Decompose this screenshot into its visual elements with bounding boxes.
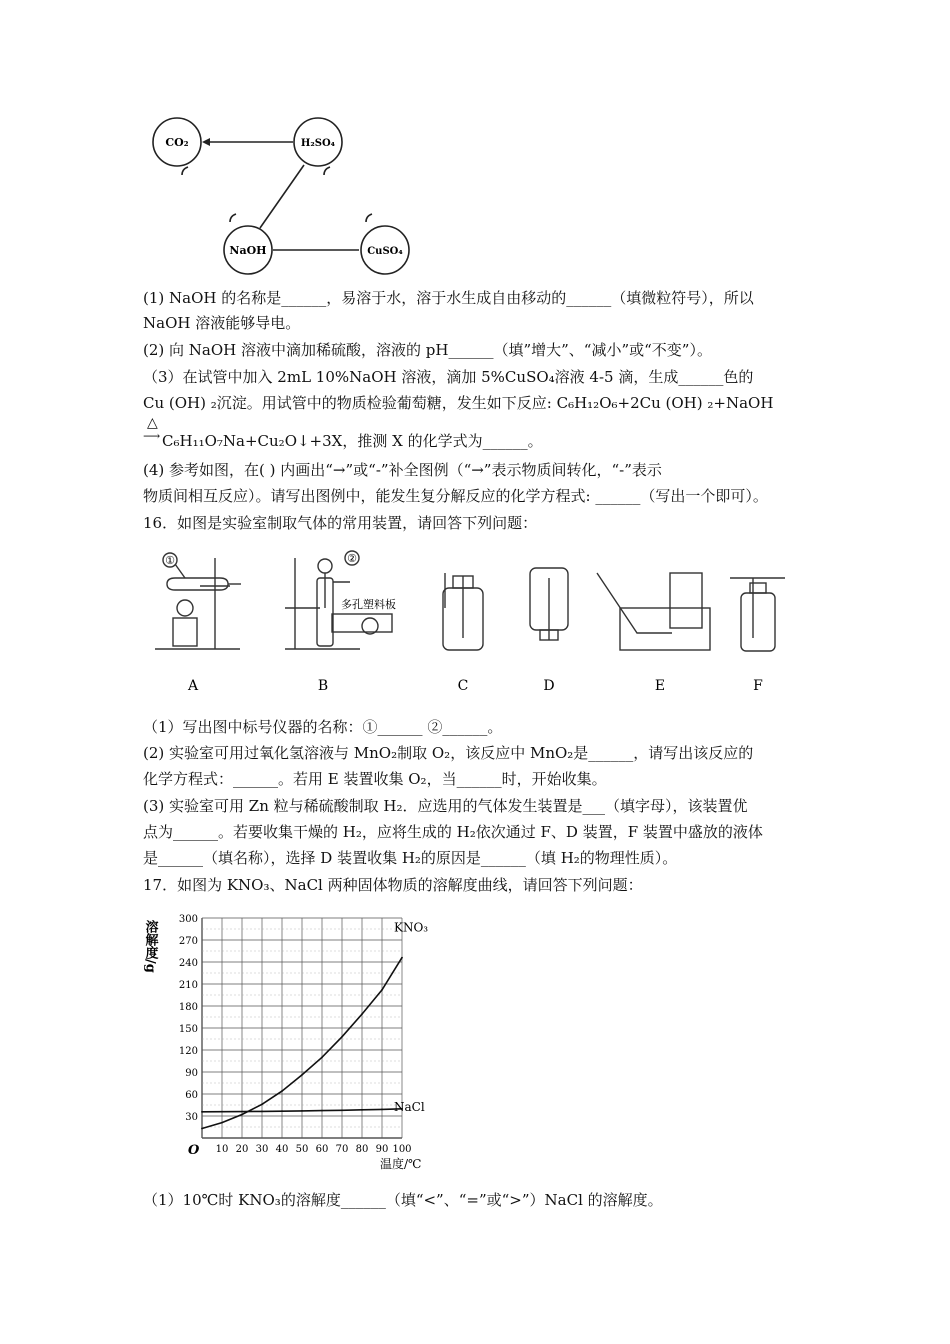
q15-part1: (1) NaOH 的名称是______，易溶于水，溶于水生成自由移动的______（填微粒符号），所以 bbox=[143, 289, 754, 307]
app-label-c: C bbox=[457, 678, 469, 694]
data-point bbox=[361, 1109, 363, 1111]
q16-part2-cont: 化学方程式：______。若用 E 装置收集 O₂，当______时，开始收集。 bbox=[143, 770, 607, 788]
q15-part2: (2) 向 NaOH 溶液中滴加稀硫酸，溶液的 pH______（填”增大”、“减小”或“不变”）。 bbox=[143, 341, 712, 359]
line-h2so4-naoh bbox=[260, 165, 304, 228]
data-point bbox=[281, 1090, 283, 1092]
data-point bbox=[241, 1114, 243, 1116]
app-label-d: D bbox=[543, 678, 555, 694]
data-point bbox=[261, 1110, 263, 1112]
q17-title: 17．如图为 KNO₃、NaCl 两种固体物质的溶解度曲线，请回答下列问题： bbox=[143, 876, 643, 894]
x-tick-label: 60 bbox=[315, 1144, 329, 1155]
y-axis-label: 溶解度/g bbox=[142, 920, 158, 973]
x-tick-label: 50 bbox=[295, 1144, 309, 1155]
data-point bbox=[201, 1111, 203, 1113]
q15-part4-cont: 物质间相互反应）。请写出图例中，能发生复分解反应的化学方程式: ______（写出一个即可）。 bbox=[143, 487, 768, 505]
relation-diagram bbox=[140, 110, 420, 280]
q17-part1: （1）10℃时 KNO₃的溶解度______（填“<”、“=”或“>”）NaCl 的溶解度。 bbox=[143, 1191, 663, 1209]
x-tick-label: 40 bbox=[275, 1144, 289, 1155]
q15-part1-cont: NaOH 溶液能够导电。 bbox=[143, 314, 301, 332]
mark-1: ① bbox=[165, 554, 175, 567]
data-point bbox=[201, 1128, 203, 1130]
origin-label: O bbox=[188, 1143, 200, 1158]
node-label: CuSO₄ bbox=[367, 246, 403, 257]
x-tick-label: 100 bbox=[392, 1144, 412, 1155]
x-tick-label: 20 bbox=[235, 1144, 249, 1155]
plate-label: 多孔塑料板 bbox=[341, 598, 396, 611]
q16-part3: (3) 实验室可用 Zn 粒与稀硫酸制取 H₂．应选用的气体发生装置是___（填字母），该装置优 bbox=[143, 797, 748, 815]
data-point bbox=[401, 957, 403, 959]
data-point bbox=[341, 1109, 343, 1111]
data-point bbox=[301, 1110, 303, 1112]
x-axis-label: 温度/℃ bbox=[380, 1157, 422, 1171]
y-tick-label: 300 bbox=[178, 914, 198, 925]
y-tick-label: 150 bbox=[178, 1024, 198, 1035]
node-label: H₂SO₄ bbox=[300, 138, 336, 149]
data-point bbox=[301, 1074, 303, 1076]
q15-part3: （3）在试管中加入 2mL 10%NaOH 溶液，滴加 5%CuSO₄溶液 4-5 滴，生成______色的 bbox=[143, 368, 754, 386]
app-label-e: E bbox=[654, 678, 666, 694]
data-point bbox=[221, 1111, 223, 1113]
node-label: NaOH bbox=[229, 244, 267, 257]
x-tick-label: 70 bbox=[335, 1144, 349, 1155]
y-tick-label: 210 bbox=[178, 980, 198, 991]
q16-title: 16．如图是实验室制取气体的常用装置，请回答下列问题： bbox=[143, 514, 538, 532]
data-point bbox=[241, 1111, 243, 1113]
x-tick-label: 10 bbox=[215, 1144, 229, 1155]
q15-part3-cont: Cu (OH) ₂沉淀。用试管中的物质检验葡萄糖，发生如下反应: C₆H₁₂O₆+2Cu (OH) ₂+NaOH bbox=[143, 394, 774, 412]
x-tick-label: 90 bbox=[375, 1144, 389, 1155]
x-tick-label: 80 bbox=[355, 1144, 369, 1155]
apparatus-figure bbox=[145, 548, 785, 698]
q16-part2: (2) 实验室可用过氧化氢溶液与 MnO₂制取 O₂，该反应中 MnO₂是______，请写出该反应的 bbox=[143, 744, 754, 762]
data-point bbox=[321, 1110, 323, 1112]
heat-symbol: △ bbox=[147, 415, 158, 431]
q15-part3-eq: C₆H₁₁O₇Na+Cu₂O↓+3X，推测 X 的化学式为______。 bbox=[162, 432, 543, 450]
y-tick-label: 90 bbox=[185, 1068, 198, 1079]
data-point bbox=[221, 1122, 223, 1124]
data-point bbox=[361, 1013, 363, 1015]
y-tick-label: 240 bbox=[178, 958, 198, 969]
y-tick-label: 120 bbox=[178, 1046, 198, 1057]
solubility-chart bbox=[140, 900, 470, 1175]
node-label: CO₂ bbox=[165, 136, 189, 149]
data-point bbox=[381, 989, 383, 991]
y-tick-label: 270 bbox=[178, 936, 198, 947]
reaction-arrow-icon: ⟶ bbox=[143, 429, 161, 443]
y-tick-label: 30 bbox=[185, 1112, 198, 1123]
app-label-f: F bbox=[753, 678, 763, 694]
app-label-a: A bbox=[187, 678, 199, 694]
data-point bbox=[341, 1036, 343, 1038]
q16-part1: （1）写出图中标号仪器的名称：①______ ②______。 bbox=[143, 718, 503, 736]
q16-part3-cont: 点为______。若要收集干燥的 H₂，应将生成的 H₂依次通过 F、D 装置，F 装置中盛放的液体 bbox=[143, 823, 763, 841]
y-tick-label: 180 bbox=[178, 1002, 198, 1013]
series-label-nacl: NaCl bbox=[394, 1099, 425, 1114]
q15-part4: (4) 参考如图，在( ) 内画出“→”或“-”补全图例（“→”表示物质间转化，“-”表示 bbox=[143, 461, 662, 479]
data-point bbox=[381, 1109, 383, 1111]
y-tick-label: 60 bbox=[185, 1090, 198, 1101]
data-point bbox=[261, 1103, 263, 1105]
q16-part3-cont2: 是______（填名称），选择 D 装置收集 H₂的原因是______（填 H₂的物理性质）。 bbox=[143, 849, 678, 867]
app-label-b: B bbox=[317, 678, 329, 694]
mark-2: ② bbox=[347, 552, 357, 565]
arrow-head bbox=[202, 138, 210, 146]
series-label-kno3: KNO₃ bbox=[394, 920, 429, 935]
x-tick-label: 30 bbox=[255, 1144, 269, 1155]
data-point bbox=[281, 1110, 283, 1112]
data-point bbox=[321, 1056, 323, 1058]
